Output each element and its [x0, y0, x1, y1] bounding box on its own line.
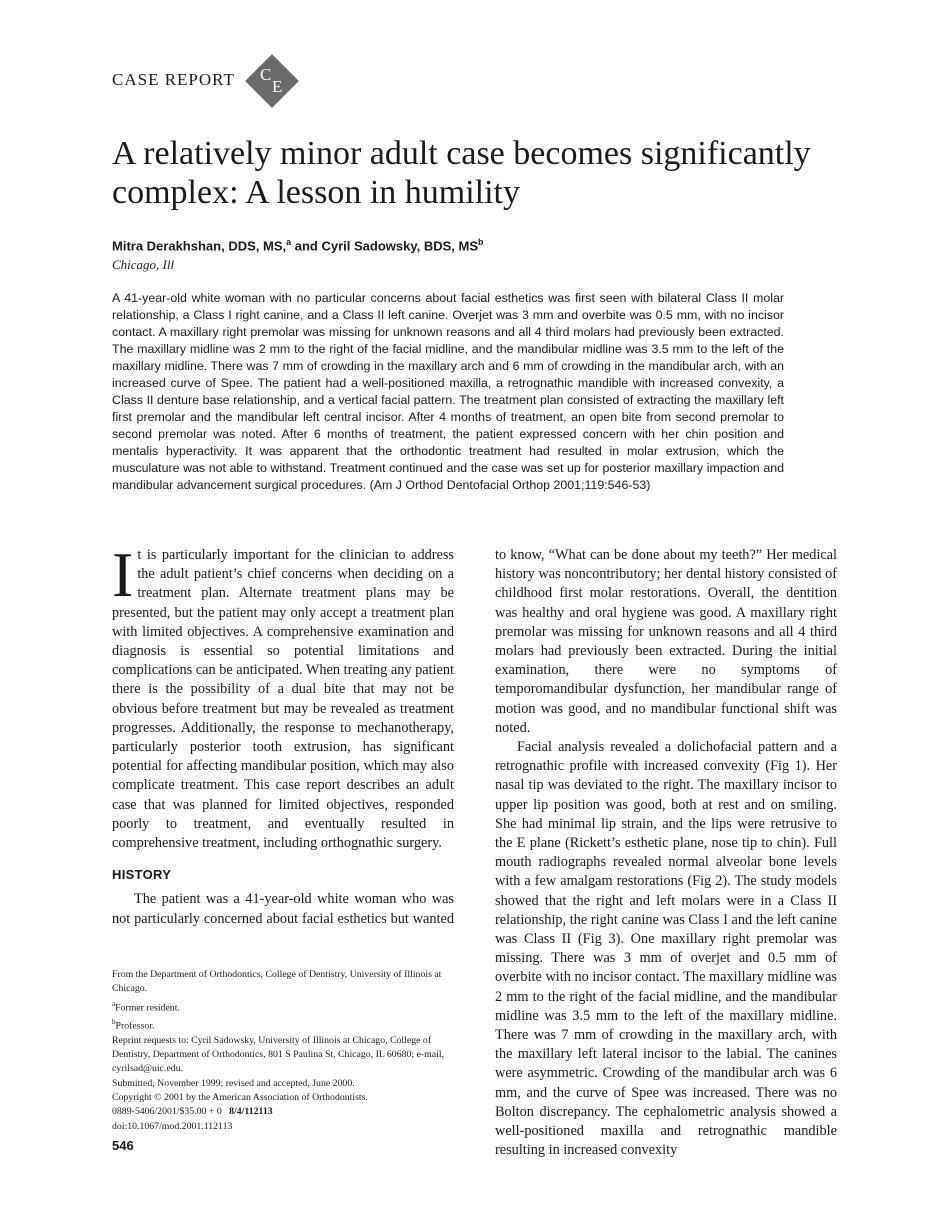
history-paragraph-1-continued: to know, “What can be done about my teeth?” Her medical history was noncontributory; her dental history consisted of childhood first molar restorations. Overall, the dentition was healthy and oral hygiene was good. A maxillary right premolar was missing for unknown reasons and all 4 third molars had previously been extracted. During the initial examination, there were no symptoms of temporomandibular dysfunction, her mandibular range of motion was good, and no mandibular functional shift was noted. — [495, 547, 837, 736]
footnote-b-text: Professor. — [115, 1020, 155, 1032]
author-location: Chicago, Ill — [112, 257, 175, 272]
footnote-b-mark: b — [112, 1018, 116, 1027]
footnote-doi: doi:10.1067/mod.2001.112113 — [112, 1120, 233, 1132]
author-2-mark: b — [478, 237, 484, 247]
ce-letter-e: E — [272, 77, 283, 96]
drop-cap: I — [112, 539, 134, 610]
author-2: Cyril Sadowsky, BDS, MS — [321, 238, 478, 254]
author-line — [112, 237, 484, 253]
footnote-a-mark: a — [112, 999, 116, 1008]
author-1: Mitra Derakhshan, DDS, MS, — [112, 238, 287, 254]
body-column-right — [495, 546, 837, 1161]
abstract: A 41-year-old white woman with no particular concerns about facial esthetics was first seen with bilateral Class II molar relationship, a Class I right canine, and a Class II left canine. Overjet was 3 mm and overbite was 0.5 mm, with no incisor contact. A maxillary right premolar was missing for unknown reasons and all 4 third molars had previously been extracted. The maxillary midline was 2 mm to the right of the facial midline, and the mandibular midline was 3.5 mm to the left of the maxillary midline. There was 7 mm of crowding in the maxillary arch and 6 mm of crowding in the mandibular arch, with an increased curve of Spee. The patient had a well-positioned maxilla, a retrognathic mandible with increased convexity, a Class II denture base relationship, and a vertical facial pattern. The treatment plan consisted of extracting the maxillary left first premolar and the mandibular left central incisor. After 4 months of treatment, an open bite from second premolar to second premolar was noted. After 6 months of treatment, the patient expressed concern with her chin position and mentalis hyperactivity. It was apparent that the orthodontic treatment had resulted in molar extrusion, which the musculature was not able to withstand. Treatment continued and the case was set up for posterior maxillary impaction and mandibular advancement surgical procedures. (Am J Orthod Dentofacial Orthop 2001;119:546-53) — [112, 291, 784, 492]
body-column-left — [112, 539, 454, 929]
intro-text: t is particularly important for the clinician to address the adult patient’s chief concerns when deciding on a treatment plan. Alternate treatment plans may be presented, but the patient may only accept a treatment plan with limited objectives. A comprehensive examination and diagnosis is essential so potential limitations and complications can be anticipated. When treating any patient there is the possibility of a dual bite that may not be obvious before treatment but may be revealed as treatment progresses. Additionally, the response to mechanotherapy, particularly posterior tooth extrusion, has significant potential for affecting mandibular position, which may also complicate treatment. This case report describes an adult case that was planned for limited objectives, responded poorly to treatment, and eventually resulted in comprehensive treatment, including orthognathic surgery. — [112, 547, 454, 852]
footnote-reprint: Reprint requests to: Cyril Sadowsky, University of Illinois at Chicago, College of Dentistry, Department of Orthodontics, 801 S Paulina St, Chicago, IL 60680; e-mail, cyrilsad@uic.edu. — [112, 1034, 445, 1075]
intro-paragraph — [112, 539, 454, 853]
footnote-submitted: Submitted, November 1999; revised and accepted, June 2000. — [112, 1077, 355, 1089]
footnote-affiliation: From the Department of Orthodontics, College of Dentistry, University of Illinois at Chicago. — [112, 969, 442, 995]
history-paragraph-1: The patient was a 41-year-old white woman who was not particularly concerned about facial esthetics but wanted — [112, 891, 454, 927]
ce-badge-icon — [244, 53, 300, 109]
article-title: A relatively minor adult case becomes significantly complex: A lesson in humility — [112, 135, 811, 211]
footnote-a — [112, 997, 457, 1016]
history-heading: HISTORY — [112, 867, 172, 883]
page-number: 546 — [112, 1138, 134, 1153]
footnotes — [112, 968, 457, 1134]
footnote-code: 8/4/112113 — [229, 1106, 273, 1118]
footnote-copyright: Copyright © 2001 by the American Association of Orthodontists. — [112, 1091, 368, 1103]
footnote-issn: 0889-5406/2001/$35.00 + 0 — [112, 1106, 222, 1118]
footnote-issn-line — [112, 1105, 457, 1119]
ce-letter-c: C — [260, 65, 272, 84]
section-label: CASE REPORT — [112, 70, 235, 89]
history-paragraph-2: Facial analysis revealed a dolichofacial pattern and a retrognathic profile with increased convexity (Fig 1). Her nasal tip was deviated to the right. The maxillary incisor to upper lip position was good, both at rest and on smiling. She had minimal lip strain, and the lips were retrusive to the E plane (Rickett’s esthetic plane, nose tip to chin). Full mouth radiographs revealed normal alveolar bone levels with a few amalgam restorations (Fig 2). The study models showed that the right and left molars were in a Class II relationship, the right canine was Class I and the left canine was Class II (Fig 3). One maxillary right premolar was missing. There was 3 mm of overjet and 0.5 mm of overbite with no incisor contact. The maxillary midline was 2 mm to the right of the facial midline, and the mandibular midline was 3.5 mm to the left of the maxillary midline. There was 7 mm of crowding in the maxillary arch, with the maxillary left lateral incisor to the labial. The canines were asymmetric. Crowding of the mandibular arch was 6 mm, and the curve of Spee was increased. There was no Bolton discrepancy. The cephalometric analysis showed a well-positioned maxilla and retrognathic mandible resulting in increased convexity — [495, 739, 837, 1159]
author-1-mark: a — [286, 237, 292, 247]
footnote-b — [112, 1015, 457, 1034]
footnote-a-text: Former resident. — [115, 1001, 180, 1013]
author-separator: and — [291, 238, 322, 254]
